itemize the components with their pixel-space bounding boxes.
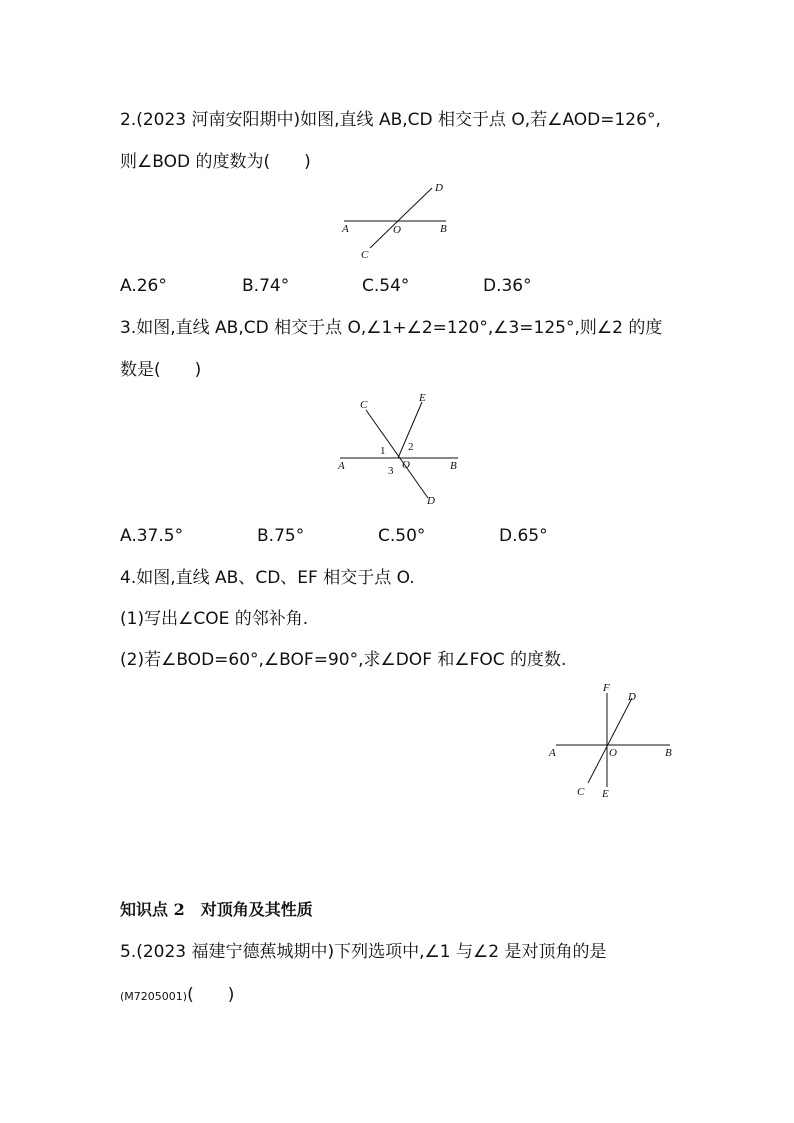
q2-line-cd	[370, 188, 432, 248]
q2-figure	[330, 178, 460, 263]
q4-line-cd	[588, 698, 632, 783]
q4-label-c: C	[577, 786, 585, 798]
q3-figure	[330, 390, 470, 515]
q5-stem: 5.(2023 福建宁德蕉城期中)下列选项中,∠1 与∠2 是对顶角的是	[120, 942, 607, 962]
section-heading: 知识点 2 对顶角及其性质	[120, 900, 313, 919]
q3-stem-line1: 3.如图,直线 AB,CD 相交于点 O,∠1+∠2=120°,∠3=125°,则∠2 的度	[120, 318, 663, 338]
q4-label-o: O	[609, 747, 617, 759]
q3-choice-c[interactable]: C.50°	[378, 526, 426, 546]
q3-line-cd	[366, 410, 428, 498]
q3-label-e: E	[419, 392, 426, 404]
q2-stem-line1: 2.(2023 河南安阳期中)如图,直线 AB,CD 相交于点 O,若∠AOD=126°,	[120, 110, 661, 130]
q5-code: (M7205001)	[120, 990, 188, 1003]
q3-label-1: 1	[380, 445, 386, 457]
q5-code-line	[120, 983, 234, 1009]
q4-label-d: D	[628, 691, 636, 703]
q2-choice-a[interactable]: A.26°	[120, 276, 167, 296]
q3-label-b: B	[450, 460, 457, 472]
q4-label-f: F	[603, 682, 610, 694]
q2-label-b: B	[440, 223, 447, 235]
q3-label-o: O	[402, 459, 410, 471]
q2-label-d: D	[435, 182, 443, 194]
q3-label-d: D	[427, 495, 435, 507]
q2-choice-d[interactable]: D.36°	[483, 276, 532, 296]
q2-stem-line2: 则∠BOD 的度数为( )	[120, 152, 311, 172]
q3-choice-d[interactable]: D.65°	[499, 526, 548, 546]
q4-part1: (1)写出∠COE 的邻补角.	[120, 609, 309, 629]
q3-label-2: 2	[408, 441, 414, 453]
q2-label-a: A	[342, 223, 349, 235]
q4-label-e: E	[602, 788, 609, 800]
q5-answer-paren: ( )	[187, 985, 235, 1005]
q4-part2: (2)若∠BOD=60°,∠BOF=90°,求∠DOF 和∠FOC 的度数.	[120, 650, 567, 670]
q4-label-a: A	[549, 747, 556, 759]
q4-label-b: B	[665, 747, 672, 759]
q3-label-a: A	[338, 460, 345, 472]
q3-stem-line2: 数是( )	[120, 360, 202, 380]
q2-label-o: O	[393, 224, 401, 236]
q3-choice-b[interactable]: B.75°	[257, 526, 305, 546]
q3-label-c: C	[360, 399, 368, 411]
q2-choice-b[interactable]: B.74°	[242, 276, 290, 296]
q4-figure	[540, 680, 690, 805]
q4-stem: 4.如图,直线 AB、CD、EF 相交于点 O.	[120, 568, 415, 588]
q2-choice-c[interactable]: C.54°	[362, 276, 410, 296]
q3-label-3: 3	[388, 465, 394, 477]
q3-choice-a[interactable]: A.37.5°	[120, 526, 184, 546]
q2-label-c: C	[361, 249, 369, 261]
